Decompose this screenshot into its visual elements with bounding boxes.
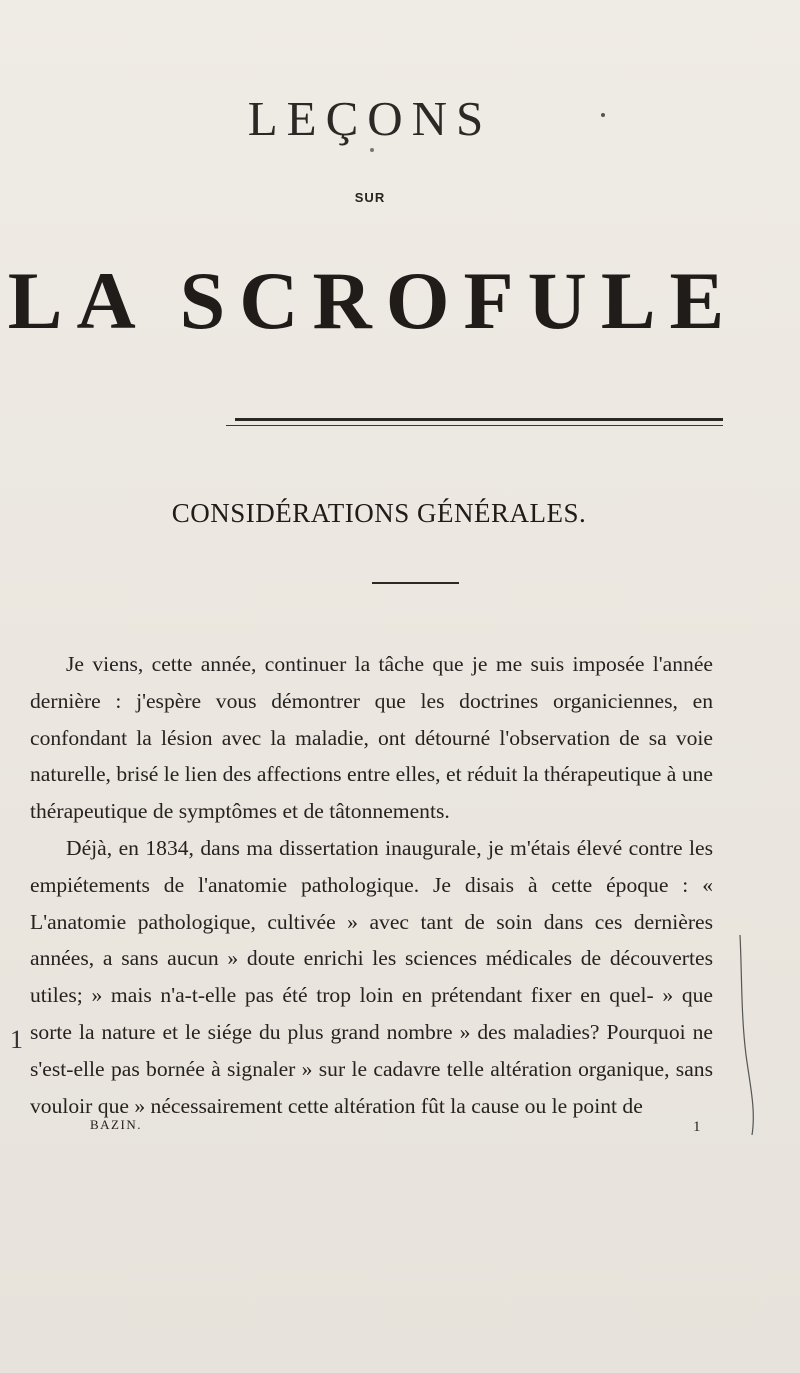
double-rule-thin [226, 425, 723, 426]
margin-mark: 1 [10, 1025, 23, 1054]
title-lecons: LEÇONS [247, 91, 493, 146]
double-rule-thick [235, 418, 723, 421]
title-la-scrofule: LA SCROFULE [7, 255, 739, 346]
signature-mark: BAZIN. [90, 1117, 142, 1132]
title-sur: SUR [354, 190, 386, 205]
paragraph-2: Déjà, en 1834, dans ma dissertation inaugurale, je m'étais élevé contre les empiétements de l'anatomie pathologique. Je disais à cette époque : « L'anatomie pathologique, cultivée » avec tant de soin dans ces dernières années, a sans aucun » doute enrichi les sciences médicales de découvertes utiles; » mais n'a-t-elle pas été trop loin en prétendant fixer en quel- » que sorte la nature et le siége du plus grand nombre » des maladies? Pourquoi ne s'est-elle pas bornée à signaler » sur le cadavre telle altération organique, sans vouloir que » nécessairement cette altération fût la cause ou le point de [30, 835, 713, 1118]
section-title: CONSIDÉRATIONS GÉNÉRALES. [171, 498, 587, 528]
signature-number: 1 [693, 1119, 702, 1135]
pencil-margin-line [726, 935, 762, 1135]
print-speck [370, 148, 374, 152]
body-text [30, 646, 713, 1124]
short-rule [372, 582, 459, 584]
print-speck-2 [601, 113, 605, 117]
paragraph-1: Je viens, cette année, continuer la tâche que je me suis imposée l'année dernière : j'espère vous démontrer que les doctrines organiciennes, en confondant la lésion avec la maladie, ont détourné l'observation de sa voie naturelle, brisé le lien des affections entre elles, et réduit la thérapeutique à une thérapeutique de symptômes et de tâtonnements. [30, 652, 713, 824]
